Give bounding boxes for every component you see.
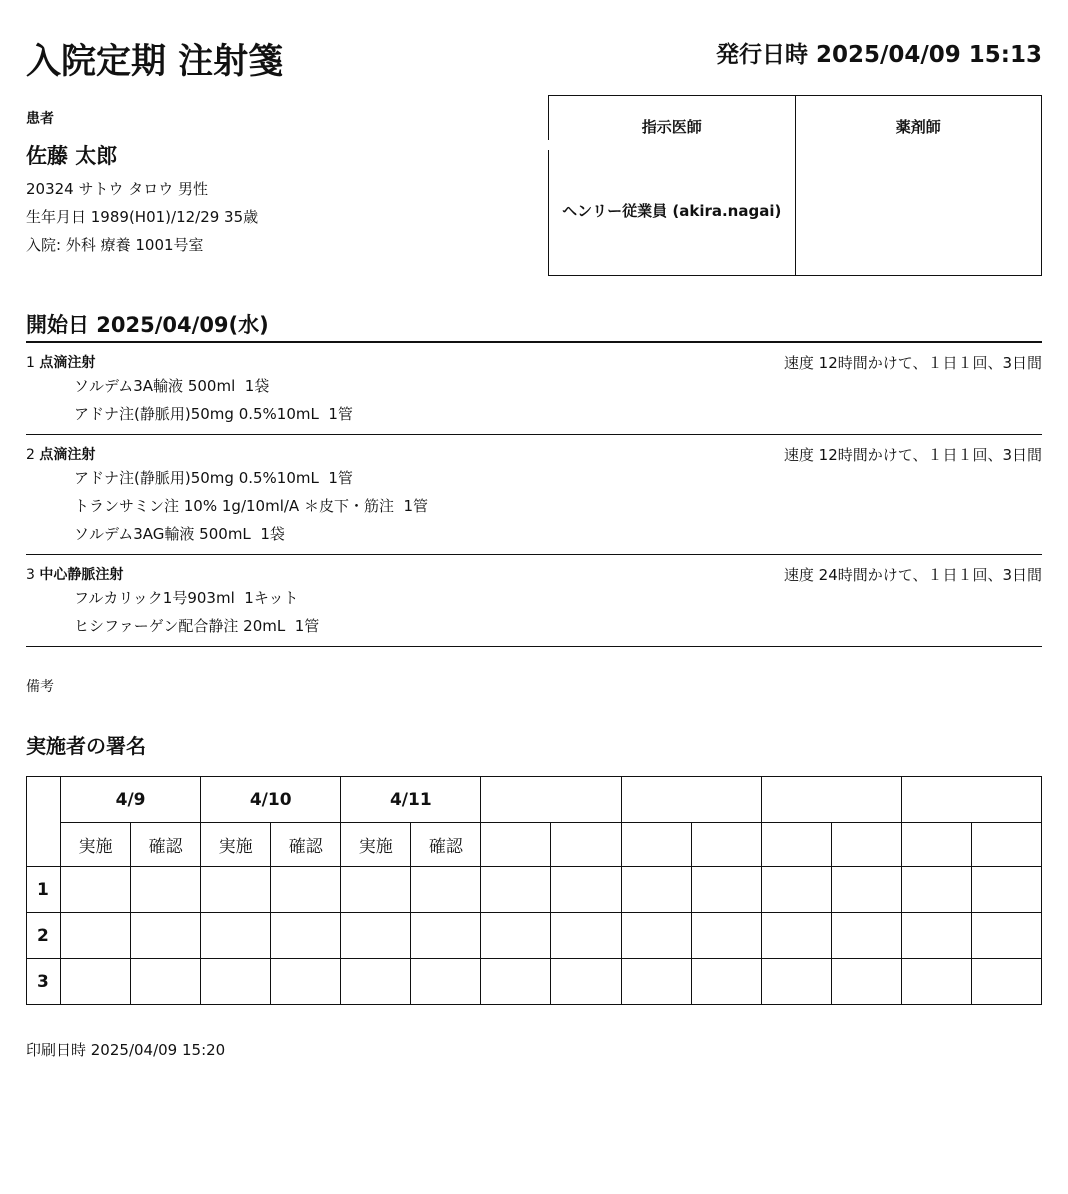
signature-cell	[201, 867, 271, 913]
signature-cell	[761, 867, 831, 913]
patient-admission-line: 入院: 外科 療養 1001号室	[26, 236, 204, 254]
patient-label: 患者	[26, 111, 54, 127]
performed-header: 実施	[341, 823, 411, 867]
execution-signature-table	[26, 776, 1042, 1005]
signature-cell	[341, 959, 411, 1005]
pharmacist-column	[795, 96, 1042, 275]
doctor-column	[549, 96, 795, 275]
corner-cell	[27, 823, 61, 867]
drug-line: ソルデム3AG輸液 500mL 1袋	[74, 525, 285, 543]
execution-signature-title: 実施者の署名	[26, 734, 146, 758]
patient-birth-line: 生年月日 1989(H01)/12/29 35歳	[26, 208, 259, 226]
date-header	[621, 777, 761, 823]
signature-cell	[481, 913, 551, 959]
date-header: 4/11	[341, 777, 481, 823]
signature-cell	[411, 959, 481, 1005]
empty-cell	[761, 823, 831, 867]
drug-line: ソルデム3A輸液 500ml 1袋	[74, 377, 270, 395]
issued-datetime: 発行日時 2025/04/09 15:13	[715, 42, 1042, 68]
empty-cell	[481, 823, 551, 867]
empty-cell	[551, 823, 621, 867]
doctor-name: ヘンリー従業員 (akira.nagai)	[562, 202, 782, 220]
start-date: 開始日 2025/04/09(水)	[26, 313, 269, 337]
signature-cell	[271, 867, 341, 913]
signature-cell	[481, 867, 551, 913]
empty-cell	[831, 823, 901, 867]
signature-cell	[551, 867, 621, 913]
signature-cell	[551, 913, 621, 959]
drug-line: トランサミン注 10% 1g/10ml/A ＊皮下・筋注 1管	[74, 497, 429, 515]
prescription-item	[26, 343, 1042, 435]
signature-cell	[691, 867, 761, 913]
prescription-number: 1	[26, 355, 35, 371]
prescription-number: 2	[26, 447, 35, 463]
signature-cell	[971, 867, 1041, 913]
table-row	[27, 959, 1042, 1005]
prescription-list	[26, 341, 1042, 647]
signature-cell	[621, 913, 691, 959]
remarks-label: 備考	[26, 679, 54, 695]
patient-name: 佐藤 太郎	[26, 144, 118, 168]
printed-datetime: 印刷日時 2025/04/09 15:20	[26, 1041, 226, 1059]
confirmed-header: 確認	[131, 823, 201, 867]
signature-cell	[551, 959, 621, 1005]
signature-cell	[691, 913, 761, 959]
signature-cell	[901, 959, 971, 1005]
signature-cell	[271, 913, 341, 959]
empty-cell	[901, 823, 971, 867]
signature-cell	[61, 867, 131, 913]
corner-cell	[27, 777, 61, 823]
signature-cell	[831, 913, 901, 959]
signature-cell	[831, 867, 901, 913]
table-row	[27, 867, 1042, 913]
signature-cell	[131, 959, 201, 1005]
date-header	[901, 777, 1041, 823]
row-number: 3	[27, 959, 61, 1005]
patient-id-line: 20324 サトウ タロウ 男性	[26, 180, 209, 198]
signature-cell	[411, 867, 481, 913]
row-number: 1	[27, 867, 61, 913]
prescription-item	[26, 555, 1042, 647]
signature-cell	[901, 867, 971, 913]
performed-header: 実施	[61, 823, 131, 867]
prescription-number: 3	[26, 567, 35, 583]
row-number: 2	[27, 913, 61, 959]
date-header: 4/10	[201, 777, 341, 823]
empty-cell	[971, 823, 1041, 867]
drug-line: アドナ注(静脈用)50mg 0.5%10mL 1管	[74, 405, 353, 423]
signature-cell	[831, 959, 901, 1005]
signature-cell	[411, 913, 481, 959]
date-header	[481, 777, 621, 823]
signature-cell	[271, 959, 341, 1005]
drug-line: アドナ注(静脈用)50mg 0.5%10mL 1管	[74, 469, 353, 487]
prescription-header	[26, 564, 1042, 584]
date-header: 4/9	[61, 777, 201, 823]
empty-cell	[691, 823, 761, 867]
document-title: 入院定期 注射箋	[26, 42, 284, 82]
prescription-type: 点滴注射	[39, 355, 96, 371]
signature-cell	[971, 959, 1041, 1005]
confirmed-header: 確認	[411, 823, 481, 867]
doctor-label: 指示医師	[641, 118, 702, 136]
signature-cell	[971, 913, 1041, 959]
date-header-row	[27, 777, 1042, 823]
signature-cell	[131, 867, 201, 913]
sub-header-row	[27, 823, 1042, 867]
prescription-type: 点滴注射	[39, 447, 96, 463]
signature-cell	[481, 959, 551, 1005]
prescription-header	[26, 352, 1042, 372]
signature-cell	[201, 913, 271, 959]
performed-header: 実施	[201, 823, 271, 867]
drug-line: ヒシファーゲン配合静注 20mL 1管	[74, 617, 320, 635]
prescription-speed: 速度 12時間かけて、１日１回、3日間	[783, 354, 1042, 372]
signature-cell	[621, 959, 691, 1005]
prescription-header	[26, 444, 1042, 464]
signature-cell	[131, 913, 201, 959]
prescription-speed: 速度 24時間かけて、１日１回、3日間	[783, 566, 1042, 584]
signature-cell	[761, 913, 831, 959]
confirmed-header: 確認	[271, 823, 341, 867]
signature-cell	[761, 959, 831, 1005]
signature-cell	[201, 959, 271, 1005]
signature-cell	[61, 959, 131, 1005]
prescription-type: 中心静脈注射	[39, 567, 124, 583]
signature-cell	[691, 959, 761, 1005]
signature-cell	[621, 867, 691, 913]
signature-cell	[341, 913, 411, 959]
drug-line: フルカリック1号903ml 1キット	[74, 589, 299, 607]
prescription-speed: 速度 12時間かけて、１日１回、3日間	[783, 446, 1042, 464]
prescription-item	[26, 435, 1042, 555]
signature-cell	[61, 913, 131, 959]
table-row	[27, 913, 1042, 959]
pharmacist-label: 薬剤師	[895, 118, 941, 136]
date-header	[761, 777, 901, 823]
signature-box	[548, 95, 1042, 276]
signature-cell	[901, 913, 971, 959]
signature-cell	[341, 867, 411, 913]
empty-cell	[621, 823, 691, 867]
